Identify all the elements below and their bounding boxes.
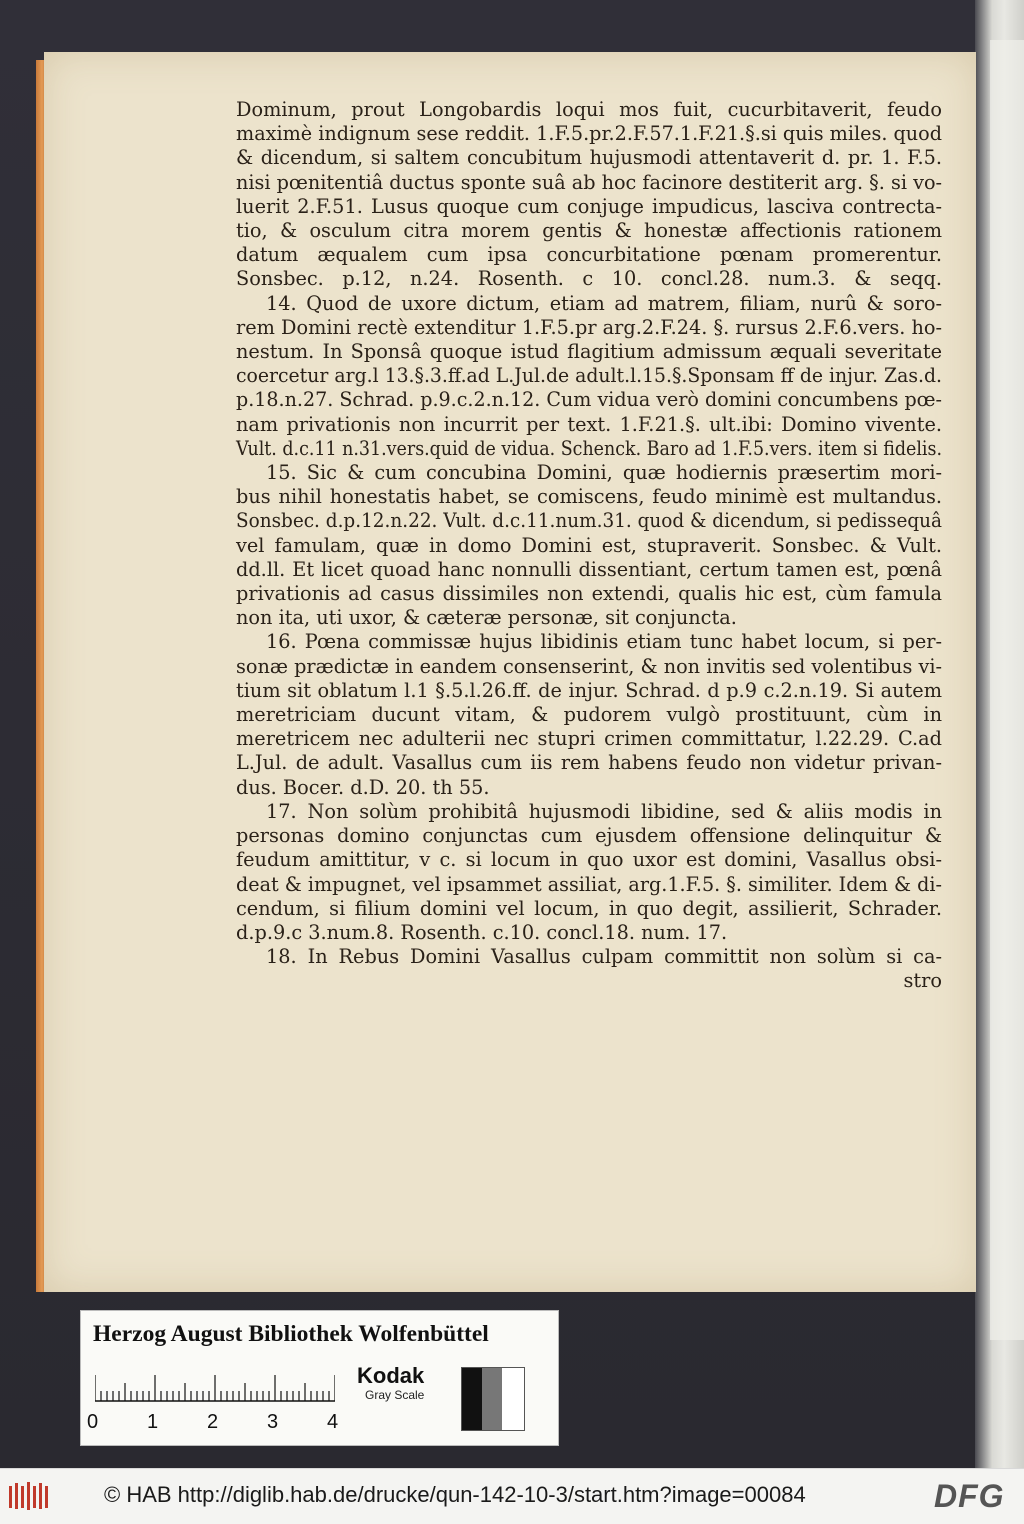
- text-line: datum æqualem cum ipsa concurbitatione pœnam promerentur.: [236, 243, 942, 267]
- text-line: Vult. d.c.11 n.31.vers.quid de vidua. Schenck. Baro ad 1.F.5.vers. item si fidelis.: [236, 436, 942, 460]
- text-line: Sonsbec. d.p.12.n.22. Vult. d.c.11.num.31. quod & dicendum, si pedissequâ: [236, 509, 942, 533]
- text-line: Dominum, prout Longobardis loqui mos fuit, cucurbitaverit, feudo: [236, 98, 942, 121]
- swatch-white: [502, 1368, 524, 1430]
- text-line: bus nihil honestatis habet, se comiscens, feudo minimè est multandus.: [236, 485, 942, 509]
- text-line: deat & impugnet, vel ipsammet assiliat, arg.1.F.5. §. similiter. Idem & di-: [236, 872, 942, 896]
- text-line: meretricem nec adulterii nec stupri crimen committatur, l.22.29. C.ad: [236, 727, 942, 751]
- text-line: 15. Sic & cum concubina Domini, quæ hodiernis præsertim mori-: [266, 461, 942, 485]
- text-line: 16. Pœna commissæ hujus libidinis etiam tunc habet locum, si per-: [266, 630, 942, 654]
- swatch-gray: [482, 1368, 502, 1430]
- text-line: feudum amittitur, v c. si locum in quo uxor est domini, Vasallus obsi-: [236, 848, 942, 872]
- footer-bar: [0, 1468, 1024, 1524]
- ruler-number: 4: [327, 1411, 339, 1433]
- text-line: d.p.9.c 3.num.8. Rosenth. c.10. concl.18. num. 17.: [236, 920, 728, 944]
- text-line: maximè indignum sese reddit. 1.F.5.pr.2.F.57.1.F.21.§.si quis miles. quod: [236, 122, 942, 146]
- text-line: personas domino conjunctas cum ejusdem offensione delinquitur &: [236, 824, 942, 848]
- ruler-numbers: [87, 1411, 347, 1437]
- text-line: tio, & osculum citra morem gentis & honestæ affectionis rationem: [236, 219, 942, 243]
- text-line: nisi pœnitentiâ ductus sponte suâ ab hoc facinore destiterit arg. §. si vo-: [236, 170, 942, 194]
- text-line: cendum, si filium domini vel locum, in quo degit, assilierit, Schrader.: [236, 896, 942, 920]
- text-line: sonæ prædictæ in eandem consenserint, & non invitis sed volentibus vi-: [236, 654, 942, 678]
- right-margin-paper: [990, 40, 1024, 1340]
- text-line: nam privationis non incurrit per text. 1.F.21.§. ult.ibi: Domino vivente.: [236, 412, 942, 436]
- text-line: rem Domini rectè extenditur 1.F.5.pr arg.2.F.24. §. rursus 2.F.6.vers. ho-: [236, 315, 942, 339]
- text-line: luerit 2.F.51. Lusus quoque cum conjuge impudicus, lasciva contrecta-: [236, 194, 942, 218]
- library-label-card: [80, 1310, 559, 1446]
- library-name: Herzog August Bibliothek Wolfenbüttel: [93, 1321, 489, 1347]
- text-line: nestum. In Sponsâ quoque istud flagitium admissum æquali severitate: [236, 340, 942, 364]
- gray-scale-label: Gray Scale: [365, 1388, 425, 1402]
- text-line: tium sit oblatum l.1 §.5.l.26.ff. de injur. Schrad. d p.9 c.2.n.19. Si autem: [236, 678, 942, 702]
- text-line: privationis ad casus dissimiles non extendi, qualis hic est, cùm famula: [236, 582, 942, 606]
- text-line: 18. In Rebus Domini Vasallus culpam committit non solùm si ca-: [266, 945, 942, 969]
- text-line: meretriciam ducunt vitam, & pudorem vulgò prostituunt, cùm in: [236, 703, 942, 727]
- ruler-number: 2: [207, 1411, 219, 1433]
- swatch-black: [462, 1368, 482, 1430]
- gray-scale-swatches: [461, 1367, 525, 1431]
- text-line: & dicendum, si saltem concubitum hujusmodi attentaverit d. pr. 1. F.5.: [236, 146, 942, 170]
- text-line: 17. Non solùm prohibitâ hujusmodi libidine, sed & aliis modis in: [266, 799, 942, 823]
- ruler-number: 0: [87, 1411, 99, 1433]
- ruler-scale: [95, 1371, 335, 1411]
- ruler-number: 1: [147, 1411, 159, 1433]
- catchword: stro: [903, 969, 942, 993]
- text-line: Sonsbec. p.12, n.24. Rosenth. c 10. concl.28. num.3. & seqq.: [236, 267, 942, 291]
- dfg-logo: DFG: [934, 1478, 1005, 1514]
- ruler-number: 3: [267, 1411, 279, 1433]
- text-line: coercetur arg.l 13.§.3.ff.ad L.Jul.de adult.l.15.§.Sponsam ff de injur. Zas.d.: [236, 364, 942, 388]
- kodak-brand: Kodak: [357, 1363, 425, 1388]
- text-line: vel famulam, quæ in domo Domini est, stupraverit. Sonsbec. & Vult.: [236, 533, 942, 557]
- text-line: non ita, uti uxor, & cæteræ personæ, sit conjuncta.: [236, 606, 737, 630]
- hab-logo-icon: [8, 1480, 52, 1512]
- text-line: p.18.n.27. Schrad. p.9.c.2.n.12. Cum vidua verò domini concumbens pœ-: [236, 388, 942, 412]
- page-text: [236, 98, 942, 994]
- text-line: L.Jul. de adult. Vasallus cum iis rem habens feudo non videtur privan-: [236, 751, 942, 775]
- text-line: dus. Bocer. d.D. 20. th 55.: [236, 775, 490, 799]
- text-line: dd.ll. Et licet quoad hanc nonnulli dissentiant, certum tamen est, pœnâ: [236, 557, 942, 581]
- text-line: 14. Quod de uxore dictum, etiam ad matrem, filiam, nurû & soro-: [266, 291, 942, 315]
- citation-link[interactable]: © HAB http://diglib.hab.de/drucke/qun-142-10-3/start.htm?image=00084: [104, 1482, 806, 1507]
